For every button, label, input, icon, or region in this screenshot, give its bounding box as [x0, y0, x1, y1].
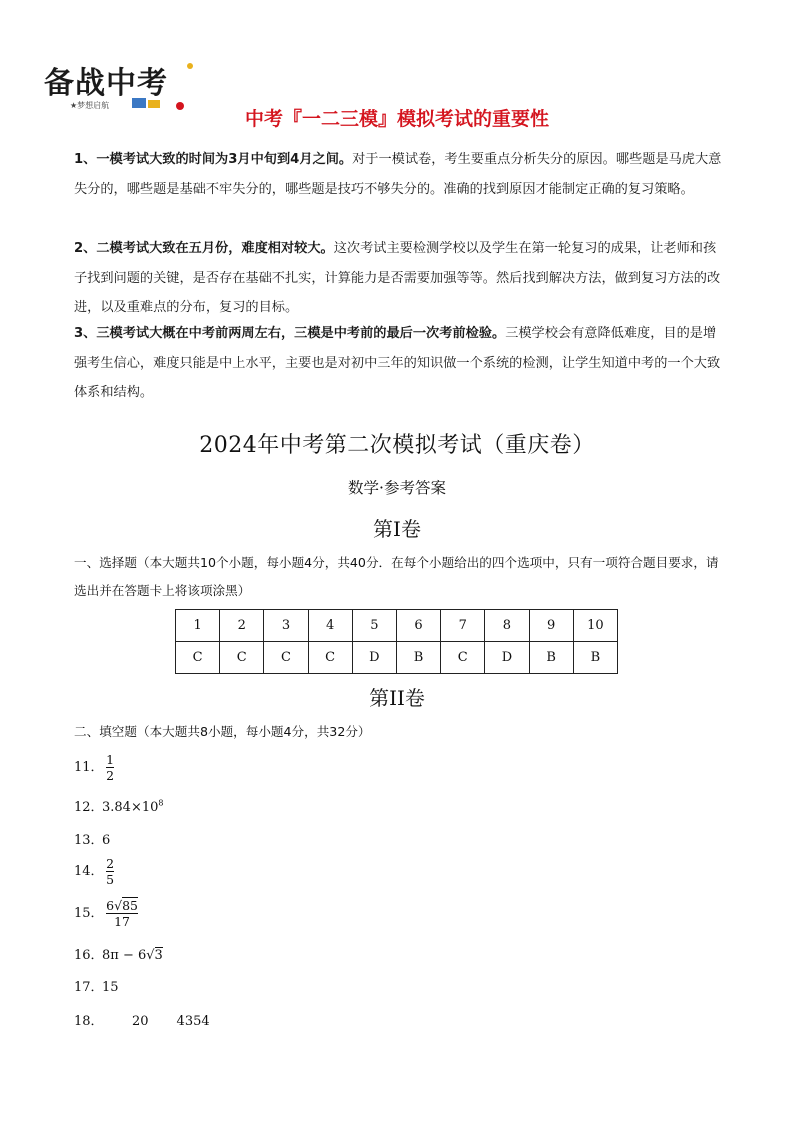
intro-paragraph-2-bold: 2、二模考试大致在五月份，难度相对较大。 — [74, 241, 334, 256]
question-number: 2 — [220, 610, 264, 642]
choice-answer: C — [176, 642, 220, 674]
answer-17 — [74, 976, 119, 995]
answer-number: 18． — [74, 1014, 104, 1029]
denominator: 5 — [106, 872, 115, 887]
answer-number: 17． — [74, 980, 104, 995]
answer-number: 16． — [74, 948, 104, 963]
volume-1-heading: 第Ⅰ卷 — [373, 517, 421, 541]
answer-number: 13． — [74, 833, 104, 848]
intro-paragraph-3 — [74, 319, 722, 408]
answer-table-answer-row — [176, 642, 618, 674]
volume-2-heading: 第II卷 — [369, 686, 425, 710]
answer-14 — [74, 856, 114, 887]
choice-answer: C — [220, 642, 264, 674]
fraction — [106, 856, 114, 887]
answer-12-row — [74, 796, 163, 815]
answer-value: 15 — [102, 980, 119, 995]
answer-15 — [74, 898, 138, 929]
intro-paragraph-1 — [74, 145, 722, 204]
answer-16 — [74, 944, 163, 963]
question-number: 5 — [352, 610, 396, 642]
exam-title: 2024年中考第二次模拟考试（重庆卷） — [199, 433, 595, 458]
radicand: 3 — [154, 948, 163, 963]
exam-subtitle: 数学·参考答案 — [348, 479, 446, 497]
choice-answer: D — [352, 642, 396, 674]
intro-title: 中考『一二三模』模拟考试的重要性 — [244, 108, 549, 130]
numerator: 1 — [106, 752, 115, 767]
question-number: 8 — [485, 610, 529, 642]
question-number: 10 — [573, 610, 617, 642]
question-number: 6 — [396, 610, 440, 642]
intro-paragraph-1-text: 对于一模试卷，考生要重点分析失分的原因。哪些题是马虎大意失分的，哪些题是基础不牢失分的，哪些题是技巧不够失分的。准确的找到原因才能制定正确的复习策略。 — [74, 152, 722, 197]
logo-text: 备战中考 — [44, 66, 168, 101]
denominator: 2 — [106, 768, 115, 783]
fraction — [106, 752, 114, 783]
choice-answer: C — [264, 642, 308, 674]
intro-paragraph-3-bold: 3、三模考试大概在中考前两周左右，三模是中考前的最后一次考前检验。 — [74, 326, 506, 341]
intro-paragraph-2 — [74, 234, 722, 323]
answer-number: 12． — [74, 800, 104, 815]
answer-number: 15． — [74, 906, 104, 921]
answer-18 — [74, 1010, 210, 1029]
question-number: 9 — [529, 610, 573, 642]
choice-answer: C — [441, 642, 485, 674]
question-number: 3 — [264, 610, 308, 642]
numerator — [106, 898, 138, 913]
answer-value: 6 — [102, 833, 111, 848]
denominator: 17 — [114, 914, 130, 929]
answer-table-number-row — [176, 610, 618, 642]
choice-answer: B — [396, 642, 440, 674]
choice-answer: D — [485, 642, 529, 674]
question-number: 7 — [441, 610, 485, 642]
answer-table — [175, 609, 618, 674]
choice-answer: B — [573, 642, 617, 674]
expression: 8π − 6 — [102, 948, 147, 963]
question-number: 4 — [308, 610, 352, 642]
answer-number: 11． — [74, 760, 104, 775]
answer-value-1: 20 — [132, 1014, 149, 1029]
answer-11 — [74, 752, 114, 783]
choice-answer: C — [308, 642, 352, 674]
answer-13 — [74, 829, 110, 848]
radicand: 85 — [122, 898, 138, 913]
intro-paragraph-2-text: 这次考试主要检测学校以及学生在第一轮复习的成果，让老师和孩子找到问题的关键，是否存在基础不扎实，计算能力是否需要加强等等。然后找到解决方法，做到复习方法的改进，以及重难点的分布，复习的目标。 — [74, 241, 721, 315]
sqrt-symbol: √ — [146, 948, 155, 963]
coefficient: 6 — [106, 898, 115, 913]
fraction — [106, 898, 138, 929]
sqrt-symbol: √ — [114, 898, 123, 913]
question-number: 1 — [176, 610, 220, 642]
choice-answer: B — [529, 642, 573, 674]
answer-number: 14． — [74, 864, 104, 879]
exponent: 8 — [158, 798, 164, 808]
intro-paragraph-3-text: 三模学校会有意降低难度，目的是增强考生信心，难度只能是中上水平，主要也是对初中三年的知识做一个系统的检测，让学生知道中考的一个大致体系和结构。 — [74, 326, 721, 400]
section-2-instructions: 二、填空题（本大题共8小题，每小题4分，共32分） — [74, 724, 371, 739]
intro-paragraph-1-bold: 1、一模考试大致的时间为3月中旬到4月之间。 — [74, 152, 353, 167]
numerator: 2 — [106, 856, 115, 871]
logo-subtext: ★梦想启航 — [70, 101, 110, 110]
section-1-instructions: 一、选择题（本大题共10个小题，每小题4分，共40分．在每个小题给出的四个选项中，只有一项符合题目要求，请选出并在答题卡上将该项涂黑） — [74, 555, 719, 598]
answer-value-2: 4354 — [176, 1014, 210, 1029]
scientific-base: 3.84×10 — [102, 800, 159, 815]
